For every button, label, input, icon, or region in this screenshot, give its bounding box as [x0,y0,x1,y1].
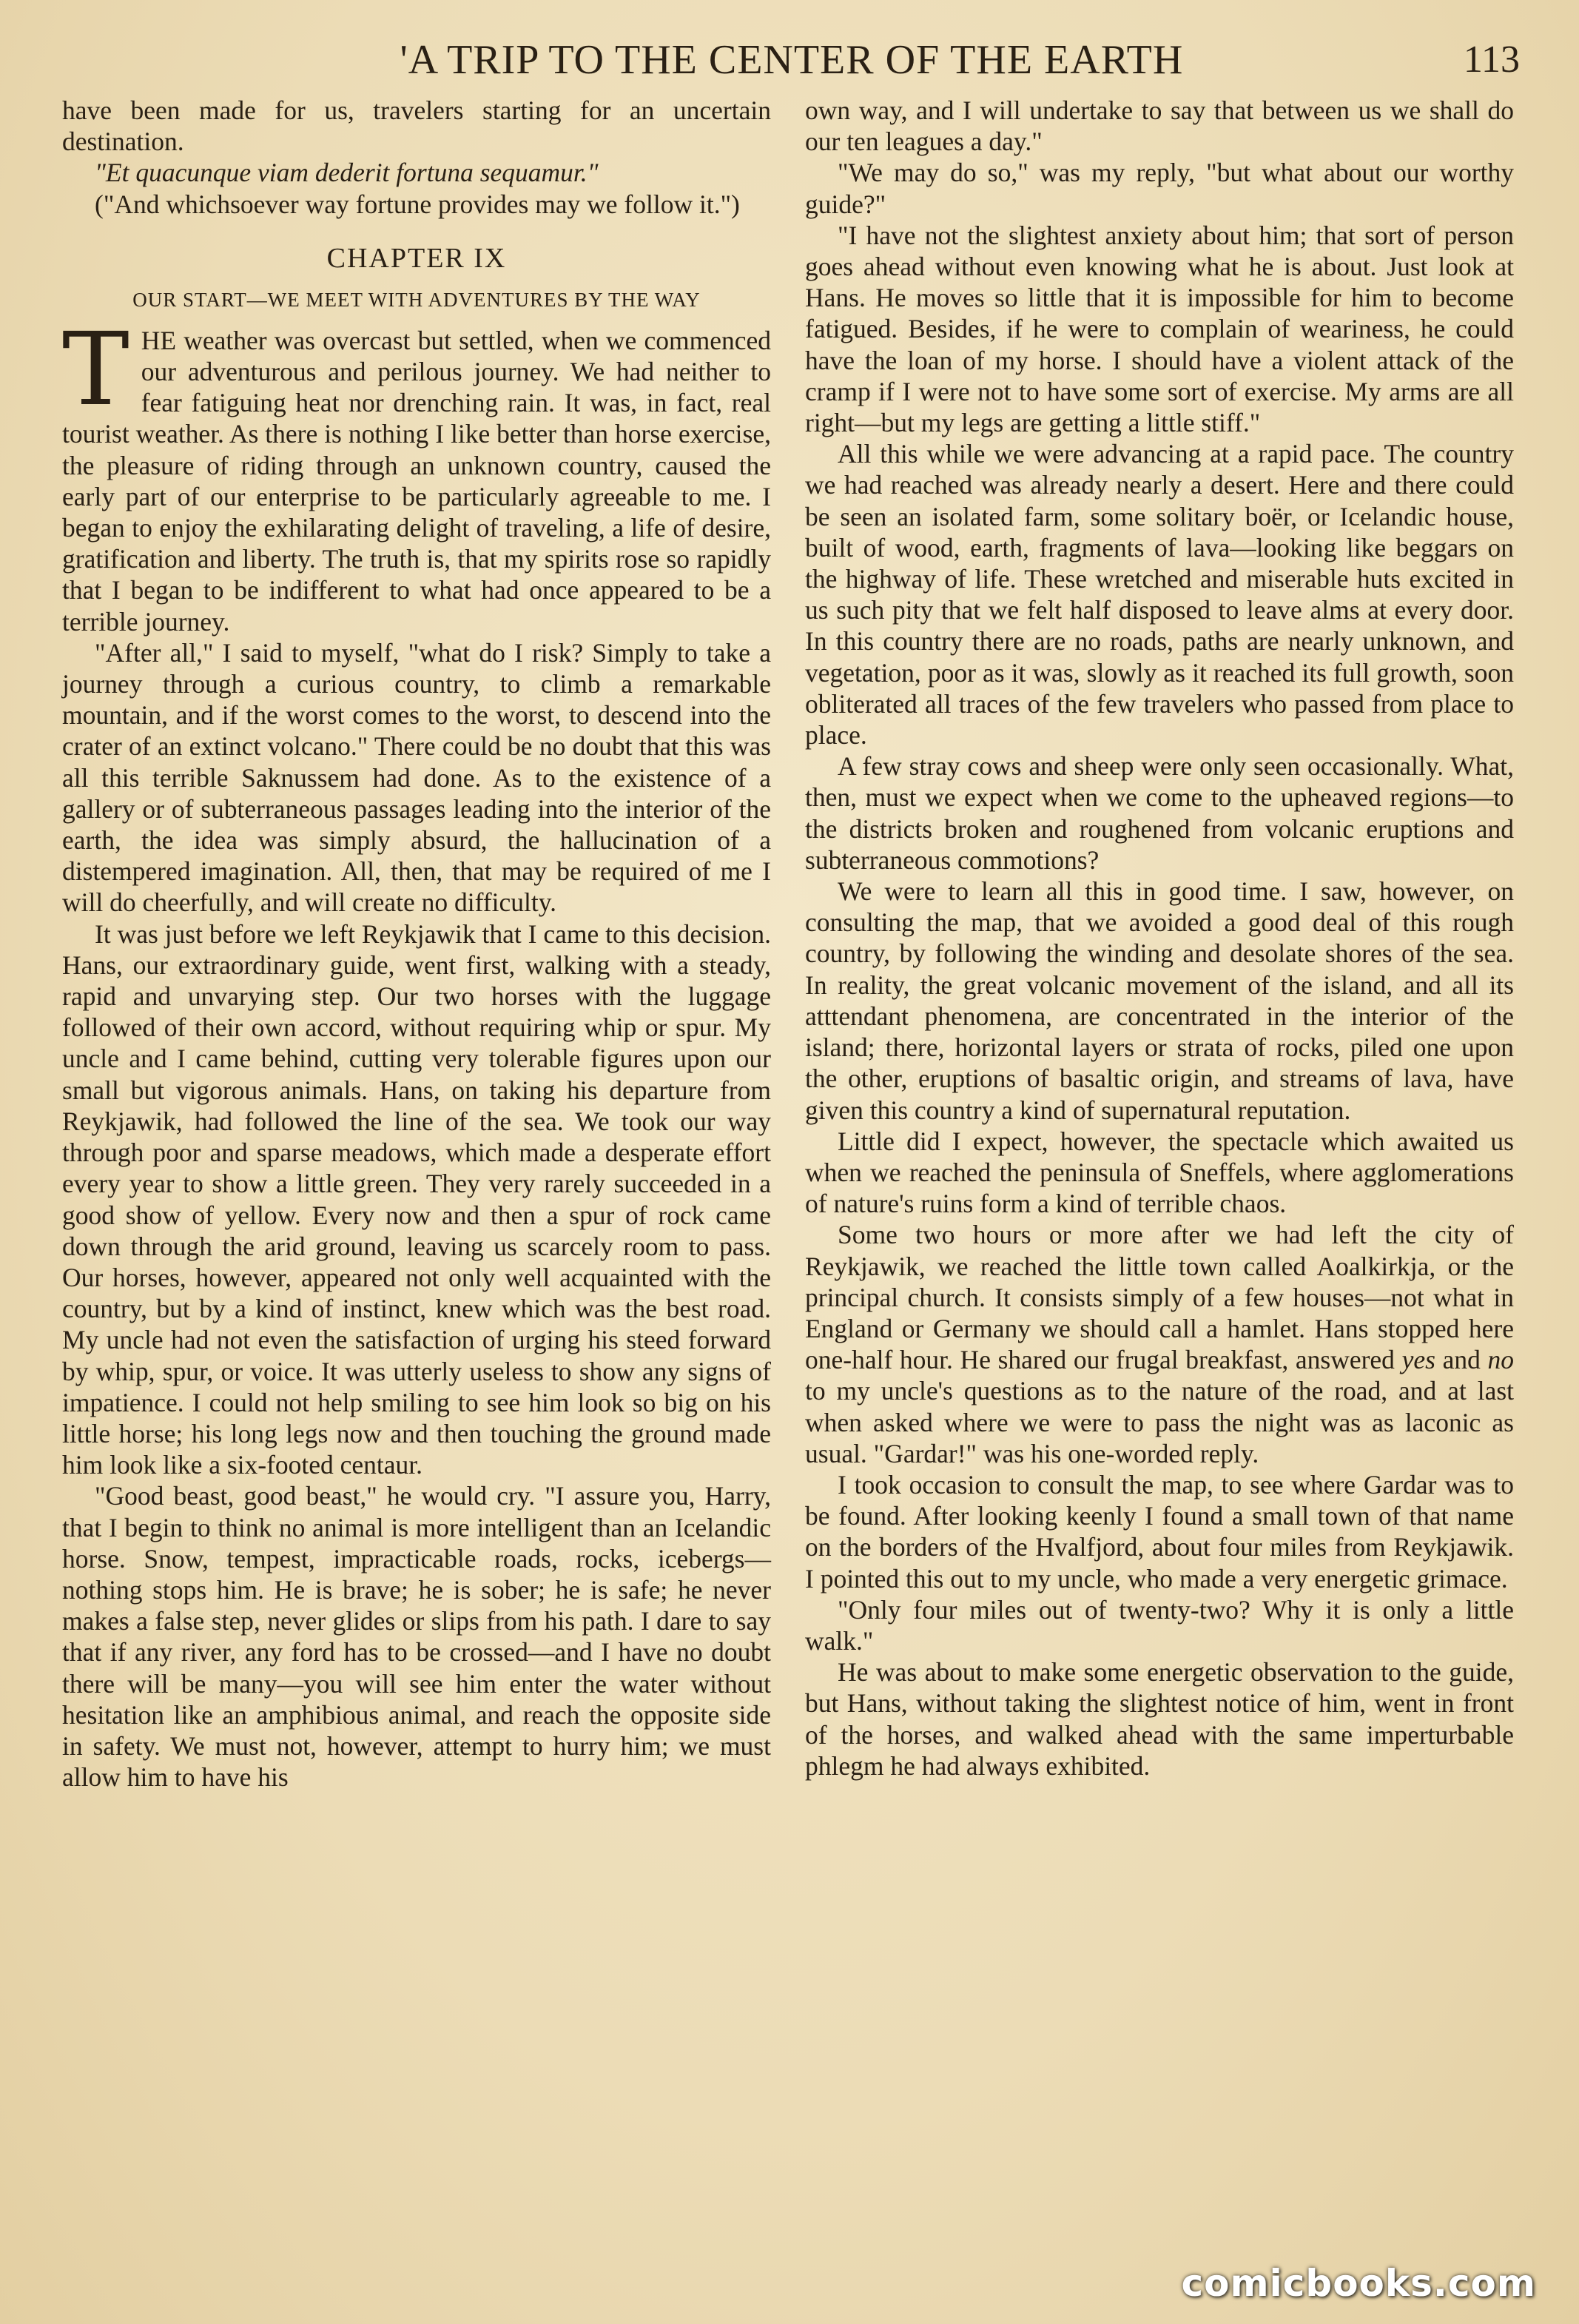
paragraph: He was about to make some energetic observation to the guide, but Hans, without taking the slightest notice of him, went in front of the horses, and walked ahead with the same imperturbable phlegm he had always exhibited. [805,1657,1514,1781]
paragraph: It was just before we left Reykjawik that I came to this decision. Hans, our extraordinary guide, went first, walking with a steady, rapid and unvarying step. Our two horses with the luggage followed of their own accord, without requiring whip or spur. My uncle and I came behind, cutting very tolerable figures upon our small but vigorous animals. Hans, on taking his departure from Reykjawik, had followed the line of the sea. We took our way through poor and sparse meadows, which made a desperate effort every year to show a little green. They very rarely succeeded in a good show of yellow. Every now and then a spur of rock came down through the arid ground, leaving us scarcely room to pass. Our horses, however, appeared not only well acquainted with the country, but by a kind of instinct, knew which was the best road. My uncle had not even the satisfaction of urging his steed forward by whip, spur, or voice. It was utterly useless to show any signs of impatience. I could not help smiling to see him look so big on his little horse; his long legs now and then touching the ground made him look like a six-footed centaur. [62,918,771,1480]
paragraph: own way, and I will undertake to say that between us we shall do our ten leagues a day." [805,95,1514,157]
latin-quote-text: "Et quacunque viam dederit fortuna sequamur." [95,158,599,188]
paragraph: All this while we were advancing at a rapid pace. The country we had reached was already nearly a desert. Here and there could be seen an isolated farm, some solitary boër, or Icelandic house, built of wood, earth, fragments of lava—looking like beggars on the highway of life. These wretched and miserable huts excited in us such pity that we felt half disposed to leave alms at every door. In this country there are no roads, paths are nearly unknown, and vegetation, poor as it was, slowly as it reached its full growth, soon obliterated all traces of the few travelers who passed from place to place. [805,439,1514,750]
paragraph-text: Some two hours or more after we had left the city of Reykjawik, we reached the little town called Aoalkirkja, or the principal church. It consists simply of a few houses—not what in England or Germany we should call a hamlet. Hans stopped here one-half hour. He shared our frugal breakfast, answered [805,1220,1514,1375]
paragraph-text: to my uncle's questions as to the nature of the road, and at last when asked where we were to pass the night was as laconic as usual. "Gardar!" was his one-worded reply. [805,1376,1514,1468]
paragraph: have been made for us, travelers starting for an uncertain destination. [62,95,771,157]
opening-paragraph [62,311,771,637]
latin-quote [62,157,771,188]
drop-cap: T [62,311,129,429]
page-header [0,34,1579,86]
left-column [62,95,771,1793]
chapter-subtitle: OUR START—WE MEET WITH ADVENTURES BY THE WAY [132,288,701,311]
paragraph: I took occasion to consult the map, to see where Gardar was to be found. After looking keenly I found a small town of that name on the borders of the Hvalfjord, about four miles from Reykjawik. I pointed this out to my uncle, who made a very energetic grimace. [805,1469,1514,1593]
emphasis-no: no [1487,1345,1514,1375]
opening-paragraph-text: HE weather was overcast but settled, when we commenced our adventurous and perilous journey. We had neither to fear fatiguing heat nor drenching rain. It was, in fact, real tourist weather. As there is nothing I like better than horse exercise, the pleasure of riding through an unknown country, caused the early part of our enterprise to be particularly agreeable to me. I began to enjoy the exhilarating delight of traveling, a life of desire, gratification and liberty. The truth is, that my spirits rose so rapidly that I began to be indifferent to what had once appeared to be a terrible journey. [62,325,771,637]
emphasis-yes: yes [1401,1345,1435,1375]
paragraph: "Good beast, good beast," he would cry. "I assure you, Harry, that I begin to think no animal is more intelligent than an Icelandic horse. Snow, tempest, impracticable roads, rocks, icebergs—nothing stops him. He is brave; he is sober; he is safe; he never makes a false step, never glides or slips from his path. I dare to say that if any river, any ford has to be crossed—and I have no doubt there will be many—you will see him enter the water without hesitation like an amphibious animal, and reach the opposite side in safety. We must not, however, attempt to hurry him; we must allow him to have his [62,1481,771,1793]
paragraph [805,1219,1514,1469]
quote-translation: ("And whichsoever way fortune provides may we follow it.") [95,189,740,219]
chapter-title: CHAPTER IX [326,242,507,274]
site-watermark: comicbooks.com [1181,2262,1536,2305]
paragraph: A few stray cows and sheep were only seen occasionally. What, then, must we expect when we come to the upheaved regions—to the districts broken and roughened from volcanic eruptions and subterraneous commotions? [805,751,1514,875]
right-column [805,95,1514,1781]
paragraph: "We may do so," was my reply, "but what about our worthy guide?" [805,158,1514,219]
running-title: 'A TRIP TO THE CENTER OF THE EARTH [400,37,1184,83]
page-number: 113 [1463,38,1520,81]
paragraph: "Only four miles out of twenty-two? Why it is only a little walk." [805,1594,1514,1656]
paragraph: "I have not the slightest anxiety about him; that sort of person goes ahead without even knowing what he is about. Just look at Hans. He moves so little that it is impossible for him to become fatigued. Besides, if he were to complain of weariness, he could have the loan of my horse. I should have a violent attack of the cramp if I were not to have some sort of exercise. My arms are all right—but my legs are getting a little stiff." [805,220,1514,438]
paragraph: Little did I expect, however, the spectacle which awaited us when we reached the peninsula of Sneffels, where agglomerations of nature's ruins form a kind of terrible chaos. [805,1126,1514,1219]
paragraph: "After all," I said to myself, "what do I risk? Simply to take a journey through a curious country, to climb a remarkable mountain, and if the worst comes to the worst, to descend into the crater of an extinct volcano." There could be no doubt that this was all this terrible Saknussem had done. As to the existence of a gallery or of subterraneous passages leading into the interior of the earth, the idea was simply absurd, the hallucination of a distempered imagination. All, then, that may be required of me I will do cheerfully, and will create no difficulty. [62,637,771,918]
paragraph: We were to learn all this in good time. I saw, however, on consulting the map, that we avoided a good deal of this rough country, by following the winding and desolate shores of the sea. In reality, the great volcanic movement of the island, and all its atttendant phenomena, are concentrated in the interior of the island; there, horizontal layers or strata of rocks, piled one upon the other, eruptions of basaltic origin, and streams of lava, have given this country a kind of supernatural reputation. [805,876,1514,1125]
paragraph-text: and [1435,1345,1488,1375]
